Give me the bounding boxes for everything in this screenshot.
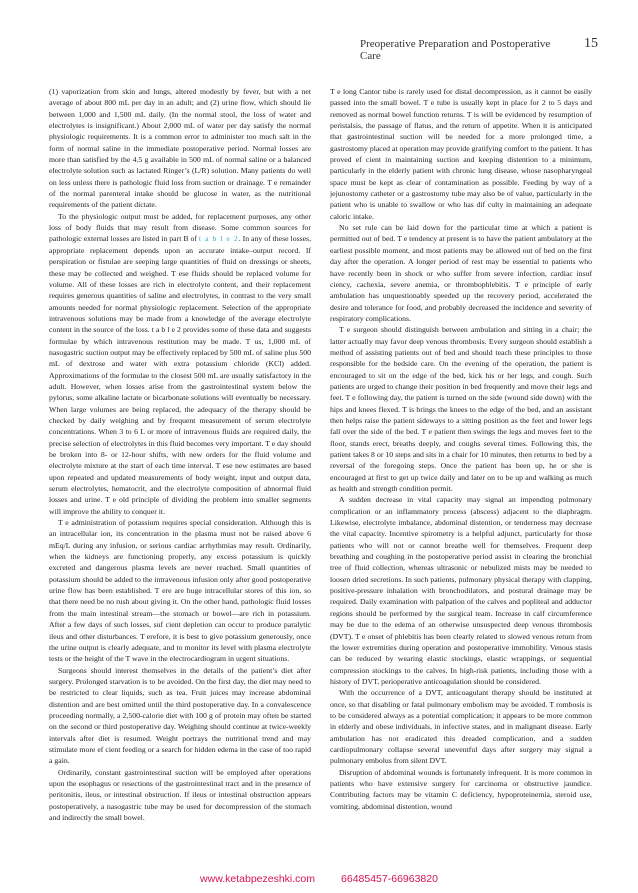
paragraph: Ordinarily, constant gastrointestinal suction will be employed after operations upon the esophagus or resections of the gastrointestinal tract and in the presence of peritonitis, ileus, or intestinal obstruction. If ileus or intestinal obstruction appears postoperatively, a nasogastric tube may be used for decompression of the stomach and indirectly the small bowel. (49, 767, 311, 822)
page-footer (0, 873, 638, 889)
paragraph: A sudden decrease in vital capacity may signal an impending pulmonary complication or an inflammatory process (abscess) adjacent to the diaphragm. Likewise, electrolyte imbalance, abdominal distention, or tenderness may decrease the vital capacity. Incentive spirometry is a helpful adjunct, particularly for those patients who will not or cannot breathe well for themselves. Frequent deep breathing and coughing in the postoperative period assist in clearing the bronchial tree of fluid collection, whereas ultrasonic or nebulized mists may be needed to loosen dried secretions. In such patients, pulmonary physical therapy with clapping, positive-pressure inhalation with bronchodilators, and postural drainage may be required. Daily examination with palpation of the calves and popliteal and adductor regions should be performed by the surgical team. Increase in calf circumference may be due to the edema of an otherwise unsuspected deep venous thrombosis (DVT). T e onset of phlebitis has been clearly related to slowed venous return from the lower extremities during operation and postoperative immobility. Venous stasis can be reduced by wearing elastic stockings, elastic wrappings, or sequential compression stockings to the calves. In high-risk patients, including those with a history of DVT, perioperative anticoagulation should be considered. (330, 495, 592, 686)
paragraph: No set rule can be laid down for the particular time at which a patient is permitted out of bed. T e tendency at present is to have the patient ambulatory at the earliest possible moment, and most patients may be allowed out of bed on the first day after the operation. A longer period of rest may be essential to patients who have recently been in shock or who suffer from severe infection, cardiac insuf ciency, cachexia, severe anemia, or thrombophlebitis. T e principle of early ambulation has unquestionably speeded up the recovery period, accelerated the desire and tolerance for food, and probably decreased the incidence and severity of respiratory complications. (330, 223, 592, 323)
paragraph: T e surgeon should distinguish between ambulation and sitting in a chair; the latter actually may favor deep venous thrombosis. Every surgeon should establish a method of assisting patients out of bed and should teach these principles to those responsible for the bedside care. On the evening of the operation, the patient is encouraged to sit on the edge of the bed, kick his or her legs, and cough. Such patients are urged to change their position in bed frequently and move their legs and feet. T e following day, the patient is turned on the side (wound side down) with the hips and knees flexed. T is brings the knees to the edge of the bed, and an assistant then helps raise the patient sideways to a sitting position as the feet and lower legs fall over the side of the bed. T e patient then swings the legs and moves feet to the floor, stands erect, breaths deeply, and coughs several times. Following this, the patient takes 8 or 10 steps and sits in a chair for 10 minutes, then returns to bed by a reversal of the foregoing steps. Once the patient has been up, he or she is encouraged at first to get up twice daily and later on to be up and walking as much as health and strength condition permit. (330, 325, 592, 494)
footer-phone: 66485457-66963820 (341, 873, 438, 885)
footer-website[interactable]: www.ketabpezeshki.com (200, 873, 316, 885)
right-column (330, 86, 592, 858)
paragraph: With the occurrence of a DVT, anticoagulant therapy should be instituted at once, so that disabling or fatal pulmonary embolism may be avoided. T rombosis is to be considered always as a potential complication; it appears to be more common in elderly and obese individuals, in infective states, and in malignant disease. Early ambulation has not eradicated this dreaded complication, and a sudden cardiopulmonary collapse several uneventful days after surgery may signal a pulmonary embolus from silent DVT. (330, 688, 592, 766)
paragraph-text: To the physiologic output must be added, for replacement purposes, any other loss of body fluids that may result from disease. Some common sources for pathologic external losses are listed in part B of (49, 211, 311, 244)
paragraph: Disruption of abdominal wounds is fortunately infrequent. It is more common in patients who have extensive surgery for carcinoma or obstructive jaundice. Contributing factors may be vitamin C deficiency, hypoproteinemia, steroid use, vomiting, abdominal distention, wound (330, 767, 592, 811)
paragraph: T e administration of potassium requires special consideration. Although this is an intracellular ion, its concentration in the plasma must not be raised above 6 mEq/L during any infusion, or serious cardiac arrhythmias may result. Ordinarily, when the kidneys are functioning properly, any excess potassium is quickly excreted and dangerous plasma levels are never reached. Small quantities of potassium should be added to the intravenous infusion only after good postoperative urine flow has been established. T ere are huge intracellular stores of this ion, so that there need be no rush about giving it. On the other hand, pathologic fluid losses from the main intestinal stream—the stomach or bowel—are rich in potassium. After a few days of such losses, suf cient depletion can occur to produce paralytic ileus and other disturbances. T erefore, it is best to give potassium generously, once the urine output is clearly adequate, and to monitor its level with plasma electrolyte tests or the height of the T wave in the electrocardiogram in urgent situations. (49, 518, 311, 664)
left-column (49, 86, 311, 858)
page-number: 15 (584, 36, 598, 51)
paragraph-text: . In any of these losses, appropriate replacement depends upon an accurate intake–output record. If perspiration or fistulae are seeping large quantities of fluid on dressings or sheets, these may be collected and weighed. T ese fluids should be replaced volume for volume. All of these losses are rich in electrolyte content, and their replacement requires generous quantities of saline and electrolytes, in contrast to the very small amounts needed for normal physiologic replacement. Selection of the appropriate intravenous solutions may be made from a knowledge of the average electrolyte content in the source of the loss. t a b l e 2 provides some of these data and suggests formulae by which intravenous restitution may be made. T us, 1,000 mL of nasogastric suction output may be effectively replaced by 500 mL of saline plus 500 mL of dextrose and water with extra potassium chloride (KCl) added. Approximations of the formulae to the closest 500 mL are usually satisfactory in the adult. However, when losses arise from the gastrointestinal system below the pylorus, some alkaline lactate or bicarbonate solutions will eventually be necessary. When large volumes are being replaced, the adequacy of the therapy should be checked by daily weighing and by frequent measurement of serum electrolyte concentrations. When 3 to 6 L or more of intravenous fluids are required daily, the precise selection of electrolytes in this fluid becomes very important. T e day should be broken into 8- or 12-hour shifts, with new orders for the fluid volume and electrolyte mixture at the start of each time interval. T ese new estimates are based upon repeated and updated measurements of body weight, input and output data, serum electrolytes, hematocrit, and the electrolyte composition of abnormal fluid losses and urine. T e old principle of dividing the problem into smaller segments will improve the ability to conquer it. (49, 234, 311, 516)
running-title: Preoperative Preparation and Postoperative Care (360, 38, 551, 62)
table-reference-link[interactable]: t a b l e 2 (198, 234, 239, 244)
paragraph: T e long Cantor tube is rarely used for distal decompression, as it cannot be easily passed into the small bowel. T e tube is usually kept in place for 2 to 5 days and removed as normal bowel function returns. T is will be evidenced by resumption of peristalsis, the passage of flatus, and the return of appetite. When it is anticipated that gastrointestinal suction will be needed for a more prolonged time, a gastrostomy placed at operation may provide gratifying comfort to the patient. It has proved ef cient in maintaining suction and keeping distention to a minimum, particularly in the elderly patient with chronic lung disease, whose nasopharyngeal space must be kept as clear of contamination as possible. Feeding by way of a jejunostomy catheter or a gastrostomy tube may also be of value, particularly in the patient who is unable to swallow or who has dif culty in maintaining an adequate caloric intake. (330, 87, 592, 221)
paragraph (49, 211, 311, 517)
paragraph: Surgeons should interest themselves in the details of the patient’s diet after surgery. Prolonged starvation is to be avoided. On the first day, the diet may need to be restricted to clear liquids, such as tea. Fruit juices may increase abdominal distention and are best omitted until the third postoperative day. In a convalescence proceeding normally, a 2,500-calorie diet with 100 g of protein may often be started on the second or third postoperative day. Weighing should continue at twice-weekly intervals after diet is resumed. Weight portrays the nutritional trend and may stimulate more ef cient feeding or a search for hidden edema in the case of too rapid a gain. (49, 665, 311, 766)
paragraph: (1) vaporization from skin and lungs, altered modestly by fever, but with a net average of about 800 mL per day in an adult; and (2) urine flow, which should lie between 1,000 and 1,500 mL daily. (In the normal stool, the loss of water and electrolytes is insignificant.) About 2,000 mL of water per day satisfy the normal physiologic requirements. It is a common error to administer too much salt in the form of normal saline in the immediate postoperative period. Normal losses are more than satisfied by the 4.5 g available in 500 mL of normal saline or a balanced electrolyte solution such as lactated Ringer’s (L/R) solution. Many patients do well on less unless there is pathologic fluid loss from suction or drainage. T e remainder of the normal parenteral intake should be glucose in water, as the nutritional requirements of the patient dictate. (49, 87, 311, 210)
body-columns (49, 86, 592, 858)
running-head (360, 36, 598, 62)
